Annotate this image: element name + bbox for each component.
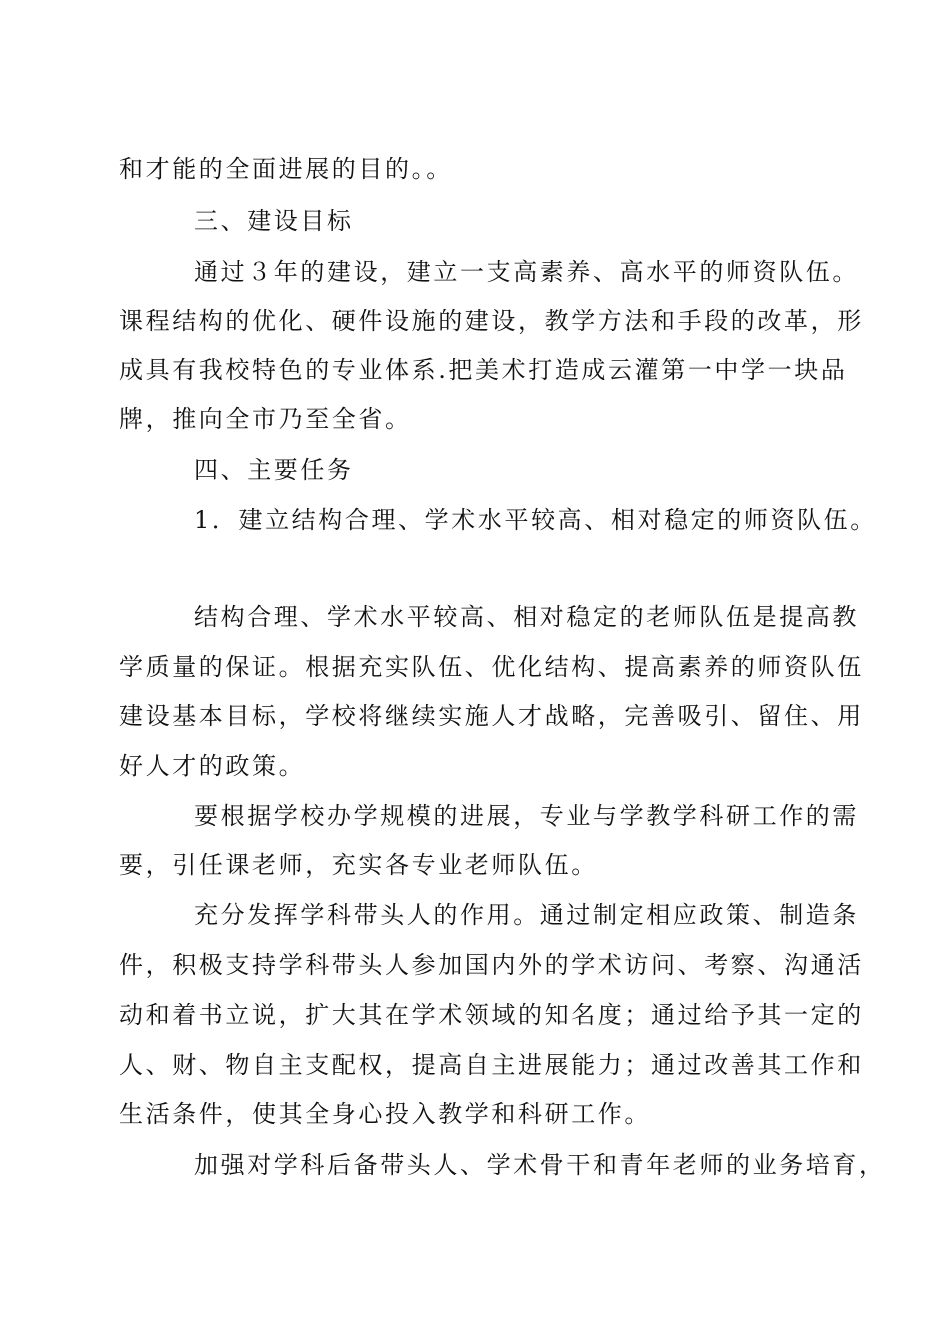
text-line-15: 充分发挥学科带头人的作用。通过制定相应政策、制造条 <box>194 901 859 929</box>
text-line-18: 人、财、物自主支配权，提高自主进展能力；通过改善其工作和 <box>119 1051 864 1079</box>
text-line-16: 件，积极支持学科带头人参加国内外的学术访问、考察、沟通活 <box>119 951 864 979</box>
subsection-heading-1: 1．建立结构合理、学术水平较高、相对稳定的师资队伍。 <box>194 506 877 534</box>
text-line-10: 学质量的保证。根据充实队伍、优化结构、提高素养的师资队伍 <box>119 653 864 681</box>
text-line-17: 动和着书立说，扩大其在学术领域的知名度；通过给予其一定的 <box>119 1001 864 1029</box>
text-line-11: 建设基本目标，学校将继续实施人才战略，完善吸引、留住、用 <box>119 702 864 730</box>
section-heading-4: 四、主要任务 <box>194 456 354 484</box>
text-line-9: 结构合理、学术水平较高、相对稳定的老师队伍是提高教 <box>194 603 859 631</box>
text-line-6: 牌，推向全市乃至全省。 <box>119 405 412 433</box>
text-line-13: 要根据学校办学规模的进展，专业与学教学科研工作的需 <box>194 802 859 830</box>
text-line-5: 成具有我校特色的专业体系.把美术打造成云灌第一中学一块品 <box>119 356 848 384</box>
text-line-19: 生活条件，使其全身心投入教学和科研工作。 <box>119 1100 651 1128</box>
text-line-4: 课程结构的优化、硬件设施的建设，教学方法和手段的改革，形 <box>119 307 864 335</box>
text-line-3: 通过３年的建设，建立一支高素养、高水平的师资队伍。 <box>194 258 859 286</box>
text-line-20: 加强对学科后备带头人、学术骨干和青年老师的业务培育， <box>194 1151 886 1179</box>
section-heading-3: 三、建设目标 <box>194 207 354 235</box>
text-line-14: 要，引任课老师，充实各专业老师队伍。 <box>119 851 598 879</box>
text-line-1: 和才能的全面进展的目的。。 <box>119 155 453 183</box>
text-line-12: 好人才的政策。 <box>119 752 306 780</box>
